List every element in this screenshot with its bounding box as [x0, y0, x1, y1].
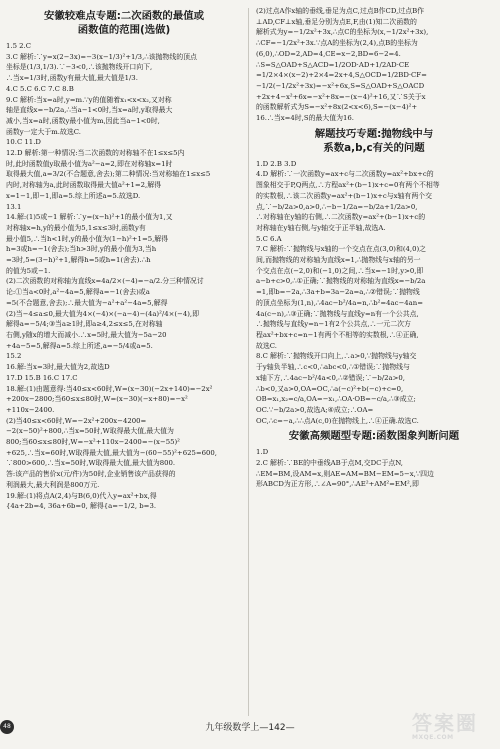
watermark-text: 答案圈: [412, 711, 478, 735]
answer-line: 1.D: [256, 448, 269, 457]
answer-line: =5(不合题意,舍去);∴最大值为−a²+a²−4a=5,解得: [6, 298, 168, 307]
watermark-url: MXQE.COM: [412, 734, 454, 741]
watermark-logo: [412, 712, 494, 744]
answer-line: 于y轴负半轴,∴c<0,∴abc<0,∴①错误;∵抛物线与: [256, 363, 410, 372]
answer-line: (2)二次函数的对称轴为直线x=4a/2×(−4)=−a/2.分三种情况讨: [6, 277, 204, 286]
answer-line: 解得a=−5/4;③当a≥1时,即a≥4,2≤x≤5,在对称轴: [6, 320, 163, 329]
answer-line: 坐标是(1/3,1/3).∵−3<0,∴该抛物线开口向下,: [6, 63, 153, 72]
right-heading-line-2: 系数a,b,c有关的问题: [323, 141, 425, 154]
answer-line: 4.C 5.C 6.C 7.C 8.B: [6, 84, 74, 93]
answer-line: x轴下方,∴4ac−b²/4a<0,∴②错误;∵−b/2a>0,: [256, 373, 405, 382]
page-badge: 48: [0, 720, 14, 734]
right-answer-text-top: [256, 6, 492, 124]
answer-line: +200x−2800;当60≤x≤80时,W=(x−30)(−x+80)=−x²: [6, 395, 188, 404]
answer-line: 右侧,y随x的增大而减小.∴x=5时,最大值为−5a−20: [6, 330, 167, 339]
answer-line: 图象相交于P,Q两点,∴方程ax²+(b−1)x+c=0有两个不相等: [256, 181, 440, 190]
answer-line: =1/2×4×(x−2)+2×4=2x+4,S△OCD=1/2BD·CF=: [256, 71, 427, 80]
left-answer-text: [6, 41, 242, 512]
answer-line: 的值为5或−1.: [6, 266, 51, 275]
answer-line: 1.D 2.B 3.D: [256, 159, 297, 168]
answer-line: (6,0),∴OD=2,AD=4,CE=x−2,BD=6−2=4.: [256, 49, 401, 58]
answer-line: ∴b<0,又a>0,OA=OC,∴a(−c)²+b(−c)+c=0,: [256, 384, 404, 393]
left-column: [6, 6, 242, 512]
answer-line: +625,∴当x=60时,W取得最大值,最大值为−(60−55)²+625=600,: [6, 448, 217, 457]
column-divider: [248, 8, 249, 716]
answer-line: OB=x₁,x₂=c/a,OA=−x₁,∴OA·OB=−c/a,∴③成立;: [256, 395, 416, 404]
left-section-heading: [6, 9, 242, 37]
answer-line: a−b+c>0,∴①正确;∵抛物线的对称轴为直线x=−b/2a: [256, 277, 426, 286]
answer-line: ∴S=S△OAD+S△ACD=1/2OD·AD+1/2AD·CE: [256, 60, 410, 69]
answer-line: 13.1: [6, 202, 22, 211]
page-footer: 九年级数学上—142—: [205, 723, 295, 733]
answer-line: ⊥AD,CF⊥x轴,垂足分别为点E,F,由(1)知二次函数的: [256, 17, 417, 26]
answer-line: 对称轴在y轴右侧,与y轴交于正半轴,故选A.: [256, 223, 386, 232]
answer-line: 解析式为y=−1/2x²+3x,∴点C的坐标为(x,−1/2x²+3x),: [256, 28, 429, 37]
answer-line: (2)当−4≤a≤0,最大值为4×(−4)×(−a−4)−(4a)²/4×(−4),即: [6, 309, 199, 318]
answer-line: 4a(c−n),∴③正确;∵抛物线与直线y=n有一个公共点,: [256, 309, 419, 318]
answer-line: 2.C 解析:∵BE的中垂线AB于点M,交DC于点N,: [256, 459, 403, 468]
answer-line: ∵800>600,∴当x=50时,W取得最大值,最大值为800.: [6, 459, 176, 468]
answer-line: 点,∵−b/2a>0,a>0,∴−b−1/2a=−b/2a+1/2a>0,: [256, 202, 418, 211]
right-heading-line-1: 解题技巧专题:抛物线中与: [314, 127, 434, 140]
answer-line: 8.C 解析:∵抛物线开口向上,∴a>0,∵抛物线与y轴交: [256, 352, 417, 361]
answer-line: 间,而抛物线的对称轴为直线x=1,∴抛物线与x轴的另一: [256, 256, 421, 265]
answer-line: +110x−2400.: [6, 405, 55, 414]
answer-line: +4a−5=5,解得a=5.综上所述,a=−5/4或a=5.: [6, 341, 153, 350]
answer-line: 14.解:(1)5或−1 解析:∵y=(x−h)²+1的最小值为1,又: [6, 213, 173, 222]
answer-line: 17.D 15.B 16.C 17.C: [6, 373, 78, 382]
answer-line: ∴对称轴在y轴的右侧,∴二次函数y=ax²+(b−1)x+c的: [256, 213, 426, 222]
answer-line: {4a+2b=4, 36a+6b=0, 解得{a=−1/2, b=3.: [6, 502, 157, 511]
right-answer-text-middle: [256, 159, 492, 427]
answer-line: h=3或h=−1(舍去);当h>3时,y的最小值为3,当h: [6, 245, 157, 254]
answer-line: (2)当40≤x<60时,W=−2x²+200x−4200=: [6, 416, 147, 425]
right-section-heading: [256, 127, 492, 155]
right-section-heading-2: [256, 429, 492, 443]
answer-line: 16.∴当x=4时,S的最大值为16.: [256, 114, 354, 123]
answer-line: 4.D 解析:∵一次函数y=ax+c与二次函数y=ax²+bx+c的: [256, 170, 434, 179]
answer-line: ∴EM=BM,设AM=x,则AE=AM=BM−EM=5−x,∵四边: [256, 469, 434, 478]
answer-line: 形ABCD为正方形,∴∠A=90°,∴AE²+AM²=EM²,即: [256, 480, 419, 489]
answer-line: ∴CF=−1/2x²+3x.∵点A的坐标为(2,4),点B的坐标为: [256, 39, 418, 48]
answer-line: 18.解:(1)由题意得:当40≤x<60时,W=(x−30)(−2x+140)=−2x²: [6, 384, 213, 393]
answer-line: 答:该产品的售价x(元/件)为50时,企业销售该产品获得的: [6, 470, 176, 479]
answer-line: 10.C 11.D: [6, 138, 41, 147]
right-answer-text-bottom: [256, 447, 492, 490]
answer-line: OC.∵−b/2a>0,故选A;④成立;∴OA=: [256, 405, 374, 414]
answer-line: 1.5 2.C: [6, 42, 31, 50]
answer-line: 的实数根,∴该二次函数y=ax²+(b−1)x+c与x轴有两个交: [256, 191, 432, 200]
answer-line: 利润最大,最大利润是800万元.: [6, 480, 100, 489]
answer-line: 故选C.: [256, 341, 277, 350]
answer-line: −2(x−50)²+800,∴当x=50时,W取得最大值,最大值为: [6, 427, 174, 436]
answer-line: 个交点在点(−2,0)和(−1,0)之间,∴当x=−1时,y>0,即: [256, 266, 424, 275]
answer-line: 12.D 解析:第一种情况:当二次函数的对称轴不在1≤x≤5内: [6, 149, 185, 158]
left-heading-line-1: 安徽较难点专题:二次函数的最值或: [43, 10, 204, 22]
answer-line: 减小,当x=a时,函数y最小值为m,因此当a−1<0时,: [6, 116, 160, 125]
answer-line: 800;当60≤x≤80时,W=−x²+110x−2400=−(x−55)²: [6, 438, 180, 447]
answer-line: 时,此时函数值y取最小值为a²−a=2,即在对称轴x=1时: [6, 159, 173, 168]
answer-line: 15.2: [6, 352, 22, 361]
answer-line: 9.C 解析:当x=a时,y=m.∵y的值随着x₁<x<x₂,又对称: [6, 95, 172, 104]
answer-line: 19.解:(1)将点A(2,4)与B(6,0)代入y=ax²+bx,得: [6, 491, 157, 500]
answer-line: 7.C 解析:∵抛物线与x轴的一个交点在点(3,0)和(4,0)之: [256, 245, 427, 254]
answer-line: 函数y一定大于m.故选C.: [6, 127, 81, 136]
left-heading-line-2: 函数值的范围(选做): [77, 24, 171, 36]
answer-line: 轴是直线x=−b/2a,∴当a−1<0时,当x=a时,y取得最大: [6, 106, 173, 115]
right-column: [256, 6, 492, 490]
answer-line: OC,∴c=−a,∴∴点A(c,0)在抛物线上,∴④正确.故选C.: [256, 416, 419, 425]
answer-line: x=1−1,即−1,即a=5.综上所述a=5.故选D.: [6, 191, 141, 200]
answer-line: 的顶点坐标为(1,n),∴4ac−b²/4a=n,∴b²=4ac−4an=: [256, 298, 423, 307]
answer-line: 5.C 6.A: [256, 234, 282, 243]
answer-line: 最小值5,∴当h<1时,y的最小值为(1−h)²+1=5,解得: [6, 234, 169, 243]
answer-line: ∴抛物线与直线y=n−1有2个公共点,∴一元二次方: [256, 320, 411, 329]
answer-line: 3.C 解析:∵y=x(2−3x)=−3(x−1/3)²+1/3,∴该抛物线的顶点: [6, 52, 197, 61]
answer-line: 的函数解析式为S=−x²+8x(2<x<6),S=−(x−4)²+: [256, 103, 418, 112]
answer-line: +2x+4−x²+6x=−x²+8x=−(x−4)²+16,又∵S关于x: [256, 92, 426, 101]
answer-line: −1/2(−1/2x²+3x)=−x²+6x,S=S△OAD+S△OACD: [256, 81, 425, 90]
answer-line: 论:①当a<0时,a²−4a=5,解得a=−1(舍去)或a: [6, 288, 150, 297]
answer-line: 内时,对称轴为a,此时函数取得最大值a²+1=2,解得: [6, 181, 162, 190]
answer-line: 程ax²+bx+c=n−1有两个不相等的实数根,∴④正确,: [256, 330, 419, 339]
right-heading2-line: 安徽高频题型专题:函数图象判断问题: [288, 430, 460, 443]
answer-line: (2)过点A作x轴的垂线,垂足为点C,过点B作CD,过点B作: [256, 7, 425, 15]
answer-line: 取得最大值,a=3/2(不合题意,舍去);第二种情况:当对称轴在1≤x≤5: [6, 170, 211, 179]
answer-line: =1,即b=−2a,∴3a+b=3a−2a=a,∴②错误;∵抛物线: [256, 288, 420, 297]
answer-line: 16.解:当x=3时,最大值为2,故选D: [6, 363, 110, 372]
answer-line: =3时,5=(3−h)²+1,解得h=5或h=1(舍去).∴h: [6, 256, 151, 265]
answer-line: 对称轴x=h,y的最小值为5,1≤x≤3时,函数y有: [6, 223, 146, 232]
answer-line: ∴当x=1/3时,函数y有最大值,最大值是1/3.: [6, 74, 138, 83]
